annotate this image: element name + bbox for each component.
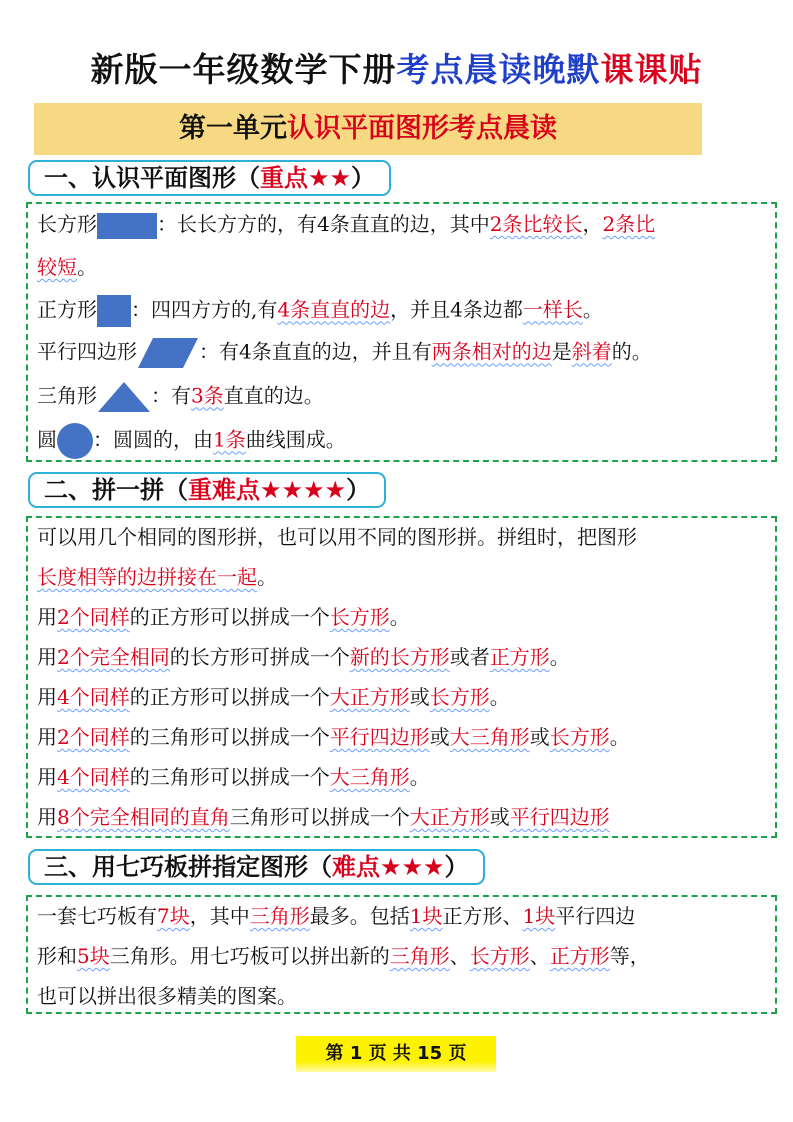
- s2-row3: [37, 603, 410, 631]
- s2-row6-g: 或: [529, 725, 550, 749]
- s1-row6: [37, 423, 346, 459]
- s3-row1-hl2: 三角形: [249, 904, 310, 928]
- s1-row3-hl1: 4条直直的边: [277, 297, 391, 322]
- s3-row1-i: 平行四边: [555, 904, 636, 928]
- s2-row4-hl1: 2个完全相同: [57, 645, 170, 669]
- triangle-shape-icon: [97, 381, 151, 413]
- s1-row3-hl2: 一样长: [522, 297, 583, 322]
- section2-heading-tag: 重难点★★★★: [188, 476, 347, 504]
- s2-row4-e: 或者: [449, 645, 490, 669]
- s3-row2-hl3: 长方形: [469, 944, 530, 968]
- s2-row6-i: 。: [609, 725, 630, 749]
- s1-row3-end: 。: [582, 297, 603, 322]
- s2-row8-e: 或: [489, 805, 510, 829]
- s2-row8-hl2: 大正方形: [409, 805, 490, 829]
- s2-row4-c: 的长方形可拼成一个: [169, 645, 350, 669]
- s1-row6-hl: 1条: [213, 427, 246, 452]
- s2-row8-hl1: 8个完全相同的直角: [57, 805, 230, 829]
- s1-row3-text: 正方形: [37, 297, 97, 322]
- s1-row6-desc: ：圆圆的，由: [93, 427, 213, 452]
- s2-row4-hl3: 正方形: [489, 645, 550, 669]
- s2-row3-e: 。: [389, 605, 410, 629]
- s3-row1-hl4: 1块: [522, 904, 556, 928]
- s3-row1-c: ，其中: [189, 904, 250, 928]
- s3-row2-c: 三角形。用七巧板可以拼出新的: [109, 944, 390, 968]
- s2-row6-hl4: 长方形: [549, 725, 610, 749]
- section1-heading-label: 一、认识平面图形（: [44, 164, 260, 192]
- s2-row3-c: 的正方形可以拼成一个: [129, 605, 330, 629]
- s2-row6: [37, 723, 630, 751]
- page-number: 第 1 页 共 15 页: [296, 1036, 496, 1072]
- s2-row8-c: 三角形可以拼成一个: [229, 805, 410, 829]
- s2-row6-a: 用: [37, 725, 57, 749]
- s3-row2-a: 形和: [37, 944, 77, 968]
- section1-heading-tag: 重点★★: [260, 164, 352, 192]
- s2-row6-e: 或: [429, 725, 450, 749]
- title-part2: 考点晨读晚默: [396, 50, 601, 89]
- section2-heading-close: ）: [346, 476, 371, 504]
- s2-row6-hl2: 平行四边形: [329, 725, 430, 749]
- section2-heading-label: 二、拼一拼（: [44, 476, 188, 504]
- parallelogram-shape-icon: [137, 337, 199, 369]
- section3-heading: [28, 849, 485, 885]
- s2-row3-hl2: 长方形: [329, 605, 390, 629]
- s2-row6-hl3: 大三角形: [449, 725, 530, 749]
- title-part3: 课课贴: [600, 50, 703, 89]
- s1-row6-text: 圆: [37, 427, 57, 452]
- s3-row1: [37, 902, 635, 930]
- unit-banner: [34, 103, 702, 155]
- s2-row8-hl3: 平行四边形: [509, 805, 610, 829]
- s1-row2: [37, 253, 97, 281]
- s1-row5-text: 三角形: [37, 383, 97, 408]
- s1-row3-mid: ，并且4条边都: [390, 297, 523, 322]
- section1-heading-close: ）: [351, 164, 376, 192]
- s3-row2-e: 、: [449, 944, 470, 968]
- s1-row4-desc: ：有4条直直的边，并且有: [199, 339, 432, 364]
- s2-row7: [37, 763, 430, 791]
- s3-row3: [37, 982, 297, 1010]
- s1-row4: [37, 337, 652, 369]
- s2-row7-a: 用: [37, 765, 57, 789]
- section2-heading: [28, 472, 386, 508]
- s2-row2-hl: 长度相等的边拼接在一起: [37, 565, 257, 589]
- s1-row5-desc: ：有: [151, 383, 191, 408]
- s1-row1-hl2: 2条比: [602, 212, 656, 236]
- s1-row5-end: 直直的边。: [223, 383, 324, 408]
- s2-row6-hl1: 2个同样: [57, 725, 130, 749]
- circle-shape-icon: [57, 423, 93, 459]
- s3-row1-a: 一套七巧板有: [37, 904, 157, 928]
- section2-box: [26, 516, 777, 838]
- s1-row3-desc: ：四四方方的,有: [131, 297, 278, 322]
- s2-row7-hl2: 大三角形: [329, 765, 410, 789]
- rectangle-shape-icon: [97, 213, 157, 239]
- s1-row4-mid: 是: [551, 339, 572, 364]
- s3-row3-text: 也可以拼出很多精美的图案。: [37, 984, 297, 1008]
- s3-row1-e: 最多。包括: [309, 904, 410, 928]
- unit-banner-black: 第一单元: [179, 113, 287, 144]
- s1-row1-sep: ，: [582, 212, 603, 236]
- s3-row2-g: 、: [529, 944, 550, 968]
- s1-row4-hl1: 两条相对的边: [431, 339, 552, 364]
- s2-row5-c: 的正方形可以拼成一个: [129, 685, 330, 709]
- s2-row5: [37, 683, 510, 711]
- s2-row2: [37, 563, 277, 591]
- s1-row5: [37, 381, 324, 413]
- s1-row2-hl: 较短: [37, 255, 77, 279]
- s1-row2-end: 。: [77, 255, 97, 279]
- s2-row7-c: 的三角形可以拼成一个: [129, 765, 330, 789]
- s3-row1-g: 正方形、: [442, 904, 523, 928]
- unit-banner-red: 认识平面图形考点晨读: [287, 113, 557, 144]
- s2-row8: [37, 803, 610, 831]
- s2-row2-end: 。: [257, 565, 277, 589]
- section3-heading-tag: 难点★★★: [332, 853, 445, 881]
- s1-row1: [37, 210, 655, 239]
- s2-row7-e: 。: [409, 765, 430, 789]
- s1-row4-end: 的。: [611, 339, 652, 364]
- s2-row4-hl2: 新的长方形: [349, 645, 450, 669]
- s2-row6-c: 的三角形可以拼成一个: [129, 725, 330, 749]
- s3-row2-hl2: 三角形: [389, 944, 450, 968]
- s2-row3-hl1: 2个同样: [57, 605, 130, 629]
- s2-row5-g: 。: [489, 685, 510, 709]
- section3-heading-label: 三、用七巧板拼指定图形（: [44, 853, 332, 881]
- s2-row4-g: 。: [549, 645, 570, 669]
- title-part1: 新版一年级数学下册: [90, 50, 397, 89]
- s2-row1: [37, 523, 637, 551]
- s1-row1-desc: ：长长方方的，有4条直直的边，其中: [157, 212, 490, 236]
- s1-row4-hl2: 斜着: [571, 339, 612, 364]
- s2-row1-text: 可以用几个相同的图形拼，也可以用不同的图形拼。拼组时，把图形: [37, 525, 637, 549]
- s3-row1-hl3: 1块: [409, 904, 443, 928]
- s3-row2-hl4: 正方形: [549, 944, 610, 968]
- page-title: [0, 44, 793, 91]
- s2-row5-a: 用: [37, 685, 57, 709]
- s2-row4: [37, 643, 570, 671]
- s1-row6-end: 曲线围成。: [245, 427, 346, 452]
- section3-box: [26, 895, 777, 1014]
- s1-row3: [37, 295, 603, 327]
- s3-row1-hl1: 7块: [157, 904, 190, 928]
- section1-heading: [28, 160, 391, 196]
- s3-row2: [37, 942, 650, 970]
- s2-row5-hl2: 大正方形: [329, 685, 410, 709]
- section3-heading-close: ）: [444, 853, 469, 881]
- s2-row7-hl1: 4个同样: [57, 765, 130, 789]
- s3-row2-hl1: 5块: [77, 944, 110, 968]
- section1-box: [26, 202, 777, 462]
- s2-row5-hl1: 4个同样: [57, 685, 130, 709]
- s2-row3-a: 用: [37, 605, 57, 629]
- square-shape-icon: [97, 295, 131, 327]
- s2-row8-a: 用: [37, 805, 57, 829]
- s2-row5-hl3: 长方形: [429, 685, 490, 709]
- s1-row4-text: 平行四边形: [37, 339, 137, 364]
- s1-row1-text: 长方形: [37, 212, 97, 236]
- s1-row5-hl: 3条: [191, 383, 224, 408]
- s2-row4-a: 用: [37, 645, 57, 669]
- s3-row2-i: 等，: [609, 944, 650, 968]
- s1-row1-hl1: 2条比较长: [489, 212, 583, 236]
- s2-row5-e: 或: [409, 685, 430, 709]
